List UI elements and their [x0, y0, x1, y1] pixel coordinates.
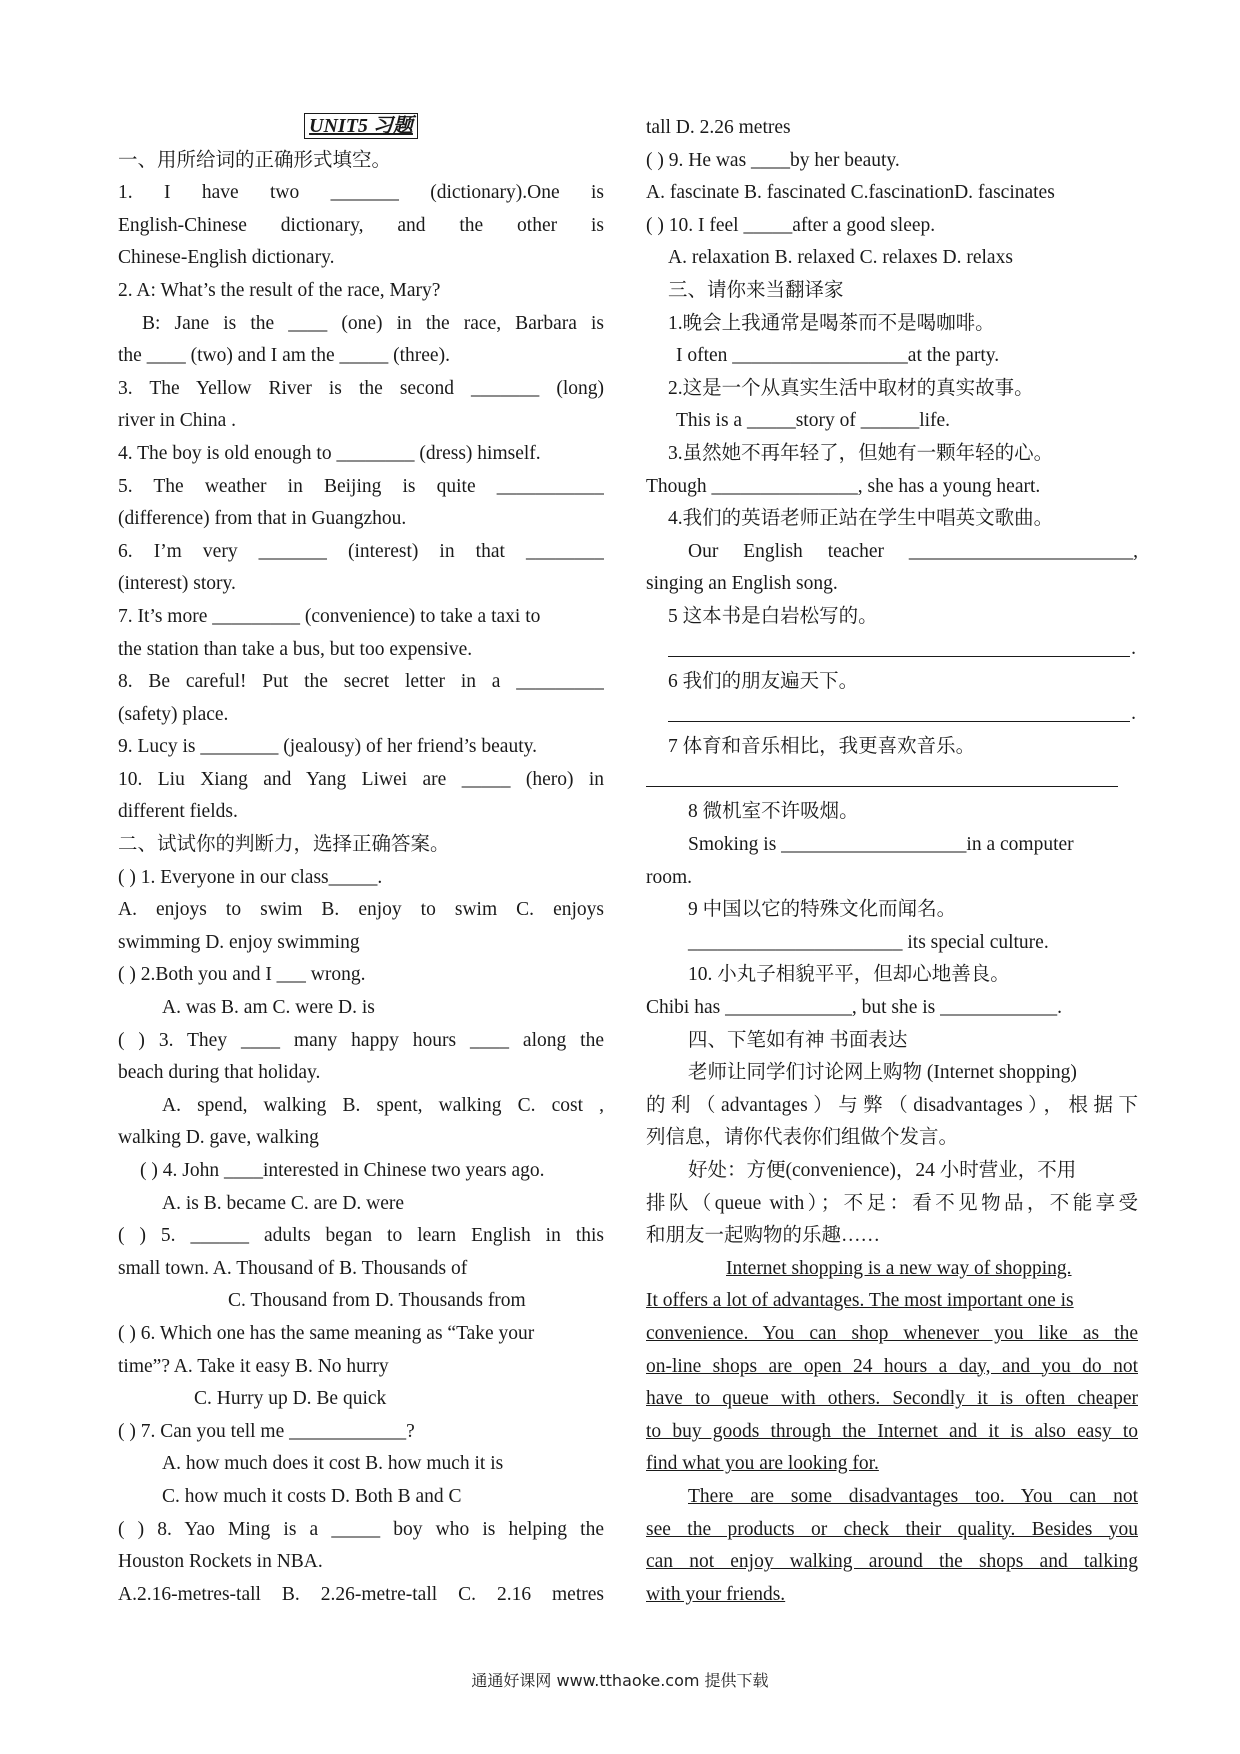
- text-line: beach during that holiday.: [118, 1062, 321, 1084]
- text-line: (safety) place.: [118, 703, 229, 725]
- text-line: 8 微机室不许吸烟。: [688, 801, 859, 823]
- text-line: Houston Rockets in NBA.: [118, 1551, 323, 1573]
- text-line: B: Jane is the ____ (one) in the race, Barbara is: [142, 312, 604, 334]
- answer-blank-line: .: [646, 699, 1138, 732]
- text-line: A. spend, walking B. spent, walking C. cost ,: [162, 1094, 604, 1116]
- text-line: 4.我们的英语老师正站在学生中唱英文歌曲。: [668, 508, 1054, 530]
- text-line: 6. I’m very _______ (interest) in that ________: [118, 540, 604, 562]
- text-line: 列信息，请你代表你们组做个发言。: [646, 1127, 959, 1149]
- text-line: can not enjoy walking around the shops and talking: [646, 1551, 1138, 1573]
- text-line: 3.虽然她不再年轻了，但她有一颗年轻的心。: [668, 442, 1054, 464]
- text-line: ( ) 3. They ____ many happy hours ____ along the: [118, 1029, 604, 1051]
- text-line: convenience. You can shop whenever you like as the: [646, 1322, 1138, 1344]
- text-line: different fields.: [118, 801, 238, 823]
- text-line: C. Thousand from D. Thousands from: [228, 1290, 526, 1312]
- text-line: find what you are looking for.: [646, 1453, 879, 1475]
- text-line: A. was B. am C. were D. is: [162, 997, 375, 1019]
- text-line: 8. Be careful! Put the secret letter in a _________: [118, 671, 604, 693]
- text-line: Though _______________, she has a young heart.: [646, 475, 1041, 497]
- text-line: 1. I have two _______ (dictionary).One is: [118, 182, 604, 204]
- left-column: [118, 112, 604, 1611]
- text-line: A.2.16-metres-tall B. 2.26-metre-tall C. 2.16 metres: [118, 1583, 604, 1605]
- text-line: swimming D. enjoy swimming: [118, 931, 360, 953]
- text-line: 一、用所给词的正确形式填空。: [118, 149, 392, 171]
- text-line: ( ) 5. ______ adults began to learn English in this: [118, 1225, 604, 1247]
- text-line: I often __________________at the party.: [676, 345, 1000, 367]
- text-line: ( ) 7. Can you tell me ____________?: [118, 1420, 415, 1442]
- text-line: 好处：方便(convenience)，24 小时营业，不用: [688, 1160, 1077, 1181]
- text-line: 10. 小丸子相貌平平，但却心地善良。: [688, 964, 1010, 986]
- text-line: Internet shopping is a new way of shopping.: [726, 1257, 1072, 1279]
- text-line: 3. The Yellow River is the second _______ (long): [118, 377, 604, 399]
- right-column: [646, 112, 1138, 1611]
- text-line: C. Hurry up D. Be quick: [194, 1388, 387, 1410]
- text-line: English-Chinese dictionary, and the other is: [118, 214, 604, 236]
- text-line: room.: [646, 866, 693, 888]
- text-line: This is a _____story of ______life.: [676, 410, 951, 432]
- text-line: ( ) 9. He was ____by her beauty.: [646, 149, 900, 171]
- text-line: A. relaxation B. relaxed C. relaxes D. relaxs: [668, 247, 1013, 269]
- text-line: There are some disadvantages too. You can not: [688, 1485, 1138, 1507]
- page-title: UNIT5 习题: [118, 112, 604, 145]
- text-line: singing an English song.: [646, 573, 838, 595]
- text-line: 2. A: What’s the result of the race, Mary?: [118, 279, 441, 301]
- text-line: have to queue with others. Secondly it is often cheaper: [646, 1388, 1138, 1410]
- answer-blank-line: [646, 764, 1138, 797]
- text-line: the ____ (two) and I am the _____ (three).: [118, 345, 450, 367]
- text-line: 9 中国以它的特殊文化而闻名。: [688, 899, 957, 921]
- text-line: Chinese-English dictionary.: [118, 247, 335, 269]
- text-line: 二、试试你的判断力，选择正确答案。: [118, 834, 450, 856]
- text-line: 三、请你来当翻译家: [668, 279, 844, 301]
- text-line: C. how much it costs D. Both B and C: [162, 1485, 462, 1507]
- text-line: ______________________ its special culture.: [688, 931, 1049, 953]
- text-line: 2.这是一个从真实生活中取材的真实故事。: [668, 377, 1034, 399]
- text-line: ( ) 6. Which one has the same meaning as “Take your: [118, 1322, 535, 1344]
- text-line: 排队（queue with）；不足：看不见物品，不能享受: [646, 1192, 1138, 1214]
- text-line: the station than take a bus, but too expensive.: [118, 638, 473, 660]
- text-line: 和朋友一起购物的乐趣……: [646, 1225, 881, 1247]
- text-line: A. fascinate B. fascinated C.fascinationD. fascinates: [646, 182, 1055, 204]
- text-line: 6 我们的朋友遍天下。: [668, 671, 859, 693]
- text-line: 9. Lucy is ________ (jealousy) of her friend’s beauty.: [118, 736, 537, 758]
- text-line: Chibi has _____________, but she is ____________.: [646, 997, 1063, 1019]
- text-line: (interest) story.: [118, 573, 236, 595]
- text-line: ( ) 2.Both you and I ___ wrong.: [118, 964, 366, 986]
- text-line: tall D. 2.26 metres: [646, 117, 791, 138]
- text-line: 7. It’s more _________ (convenience) to take a taxi to: [118, 605, 541, 627]
- text-line: A. is B. became C. are D. were: [162, 1192, 405, 1214]
- text-line: 10. Liu Xiang and Yang Liwei are _____ (hero) in: [118, 768, 604, 790]
- text-line: ( ) 10. I feel _____after a good sleep.: [646, 214, 936, 236]
- text-line: ( ) 8. Yao Ming is a _____ boy who is helping the: [118, 1518, 604, 1540]
- text-line: with your friends.: [646, 1583, 786, 1605]
- text-line: time”? A. Take it easy B. No hurry: [118, 1355, 389, 1377]
- text-line: A. enjoys to swim B. enjoy to swim C. enjoys: [118, 899, 604, 921]
- text-line: 的利（advantages）与弊（disadvantages），根据下: [646, 1094, 1138, 1116]
- text-line: Smoking is ___________________in a computer: [688, 834, 1074, 856]
- text-line: A. how much does it cost B. how much it is: [162, 1453, 504, 1475]
- text-line: It offers a lot of advantages. The most important one is: [646, 1290, 1074, 1312]
- text-line: small town. A. Thousand of B. Thousands of: [118, 1257, 468, 1279]
- text-line: 7 体育和音乐相比，我更喜欢音乐。: [668, 736, 976, 758]
- text-line: ( ) 4. John ____interested in Chinese two years ago.: [140, 1160, 545, 1181]
- text-line: 4. The boy is old enough to ________ (dress) himself.: [118, 442, 541, 464]
- answer-blank-line: .: [646, 634, 1138, 667]
- text-line: river in China .: [118, 410, 237, 432]
- text-line: ( ) 1. Everyone in our class_____.: [118, 866, 383, 888]
- text-line: on-line shops are open 24 hours a day, and you do not: [646, 1355, 1138, 1377]
- text-line: 5. The weather in Beijing is quite ___________: [118, 475, 604, 497]
- text-line: 四、下笔如有神 书面表达: [688, 1029, 908, 1051]
- text-line: 1.晚会上我通常是喝茶而不是喝咖啡。: [668, 312, 995, 334]
- text-line: 老师让同学们讨论网上购物 (Internet shopping): [688, 1062, 1077, 1084]
- text-line: to buy goods through the Internet and it is also easy to: [646, 1420, 1138, 1442]
- text-line: (difference) from that in Guangzhou.: [118, 508, 407, 530]
- text-line: 5 这本书是白岩松写的。: [668, 605, 878, 627]
- text-line: see the products or check their quality. Besides you: [646, 1518, 1138, 1540]
- text-line: walking D. gave, walking: [118, 1127, 319, 1149]
- footer-text: 通通好课网 www.tthaoke.com 提供下载: [471, 1671, 769, 1690]
- text-line: Our English teacher _______________________,: [688, 540, 1138, 562]
